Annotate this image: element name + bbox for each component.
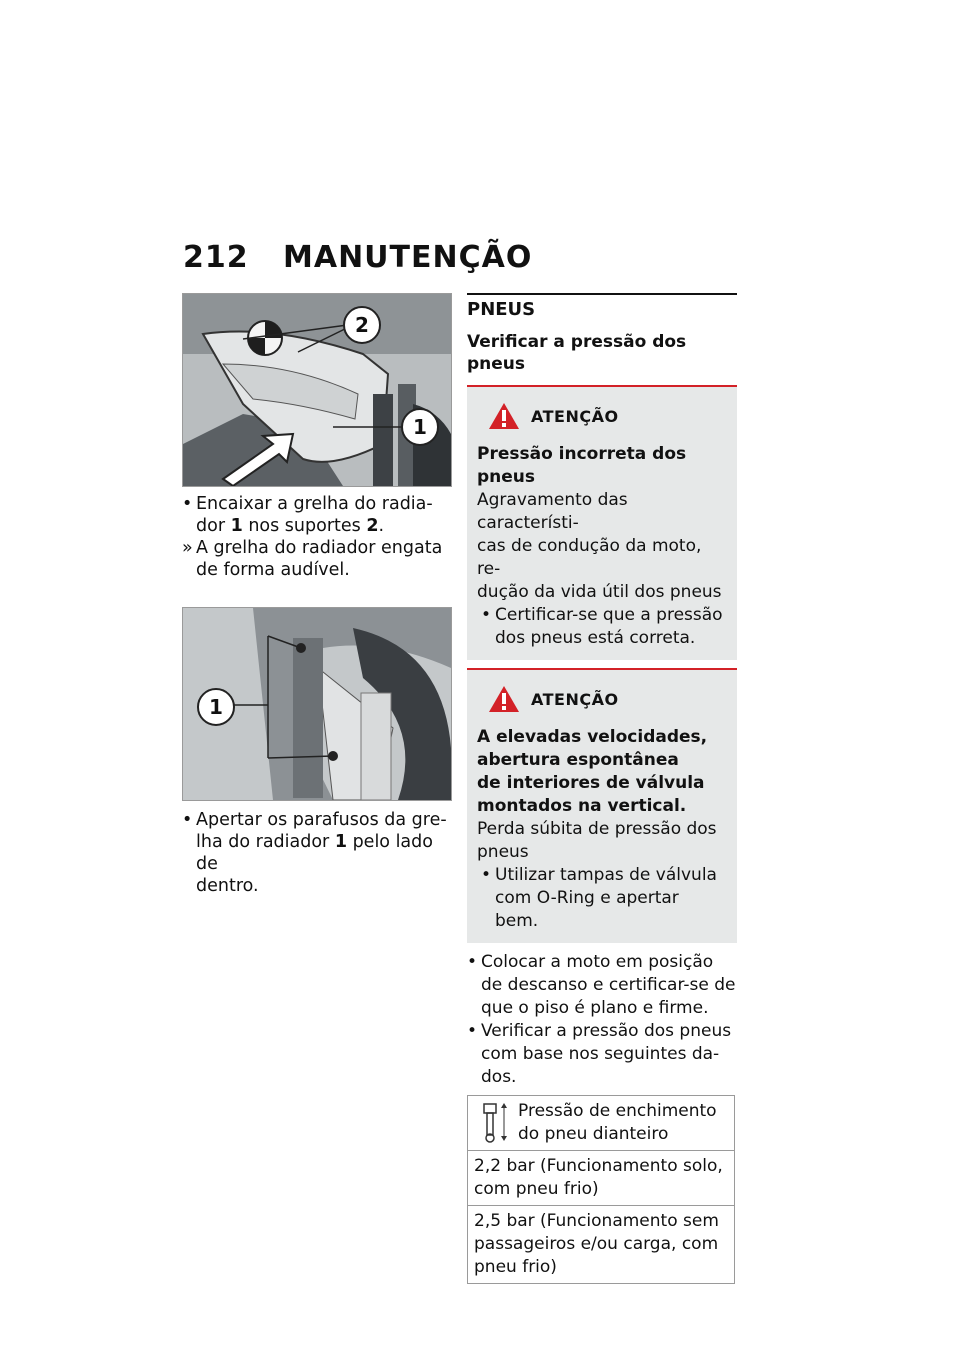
warning-title — [477, 726, 727, 818]
step-fit-grille — [182, 493, 452, 537]
spec-value-line: passageiros e/ou carga, com — [474, 1234, 719, 1254]
warning-title-line: de interiores de válvula — [477, 773, 705, 793]
radiator-grille-figure — [182, 293, 452, 487]
page-header — [183, 240, 532, 275]
warning-box-pressure — [467, 385, 737, 660]
motorcycle-side-illustration — [183, 294, 451, 486]
result-text: A grelha do radiador engata — [196, 538, 443, 558]
step-text: com base nos seguintes da- — [481, 1044, 720, 1064]
step-text: Colocar a moto em posição — [481, 952, 714, 972]
step-text: pelo lado de — [196, 832, 433, 874]
radiator-screws-figure — [182, 607, 452, 801]
ref-number: 2 — [366, 516, 379, 536]
step-text: que o piso é plano e firme. — [481, 998, 709, 1018]
step-text: Encaixar a grelha do radia- — [196, 494, 433, 514]
warning-action-line: Utilizar tampas de válvula — [495, 865, 717, 885]
step-text: nos suportes — [242, 516, 367, 536]
warning-title-line: A elevadas velocidades, — [477, 727, 708, 747]
spec-row — [468, 1151, 735, 1206]
spec-value-line: pneu frio) — [474, 1257, 557, 1277]
spec-value-line: com pneu frio) — [474, 1179, 599, 1199]
step-text: dos. — [481, 1067, 517, 1087]
warning-box-valve — [467, 668, 737, 943]
warning-header — [477, 397, 727, 435]
spec-value-cell — [468, 1206, 735, 1284]
ref-number: 1 — [334, 832, 347, 852]
warning-action-line: com O-Ring e apertar bem. — [495, 888, 679, 931]
warning-triangle-icon — [487, 401, 521, 431]
warning-text — [477, 489, 727, 604]
page-number: 212 — [183, 240, 249, 275]
warning-title: Pressão incorreta dos pneus — [477, 444, 687, 487]
result-grille-engages — [182, 537, 452, 581]
spec-label — [518, 1100, 717, 1146]
tire-pressure-gauge-icon — [474, 1100, 510, 1144]
warning-title-line: montados na vertical. — [477, 796, 687, 816]
spec-header-row — [468, 1096, 735, 1151]
spec-value-line: 2,2 bar (Funcionamento solo, — [474, 1156, 723, 1176]
step-text: de descanso e certificar-se de — [481, 975, 736, 995]
warning-text-line: pneus — [477, 842, 529, 862]
warning-text — [477, 818, 727, 864]
spec-header-cell — [468, 1096, 735, 1151]
step-text: lha do radiador — [196, 832, 335, 852]
callout-1: 1 — [197, 688, 235, 726]
section-subtitle: Verificar a pressão dos pneus — [467, 332, 687, 374]
step-text: dor — [196, 516, 231, 536]
callout-1: 1 — [401, 408, 439, 446]
spec-label-line: Pressão de enchimento — [518, 1101, 717, 1121]
warning-action-line: Certificar-se que a pressão — [495, 605, 723, 625]
warning-label: ATENÇÃO — [531, 406, 619, 426]
warning-header — [477, 680, 727, 718]
left-column — [182, 293, 452, 897]
step-text: dentro. — [196, 876, 259, 896]
step-check-pressure — [467, 1020, 737, 1089]
warning-title-line: abertura espontânea — [477, 750, 679, 770]
warning-text-line: Perda súbita de pressão dos — [477, 819, 717, 839]
ref-number: 1 — [230, 516, 243, 536]
warning-action — [477, 864, 727, 933]
step-tighten-screws — [182, 809, 452, 897]
tire-pressure-spec-table — [467, 1095, 735, 1284]
spec-value-line: 2,5 bar (Funcionamento sem — [474, 1211, 719, 1231]
spec-value-cell — [468, 1151, 735, 1206]
warning-text-line: dução da vida útil dos pneus — [477, 582, 722, 602]
section-rule — [467, 293, 737, 295]
warning-label: ATENÇÃO — [531, 689, 619, 709]
warning-action — [477, 604, 727, 650]
warning-triangle-icon — [487, 684, 521, 714]
warning-text-line: cas de condução da moto, re- — [477, 536, 702, 579]
step-park-motorcycle — [467, 951, 737, 1020]
right-column — [467, 293, 737, 1284]
step-text: Verificar a pressão dos pneus — [481, 1021, 732, 1041]
step-text: . — [378, 516, 385, 536]
spec-label-line: do pneu dianteiro — [518, 1124, 669, 1144]
callout-2: 2 — [343, 306, 381, 344]
section-title: PNEUS — [467, 299, 536, 320]
step-text: Apertar os parafusos da gre- — [196, 810, 447, 830]
warning-action-line: dos pneus está correta. — [495, 628, 696, 648]
spec-row — [468, 1206, 735, 1284]
warning-text-line: Agravamento das característi- — [477, 490, 628, 533]
chapter-title: MANUTENÇÃO — [283, 240, 533, 275]
result-text: de forma audível. — [196, 560, 350, 580]
